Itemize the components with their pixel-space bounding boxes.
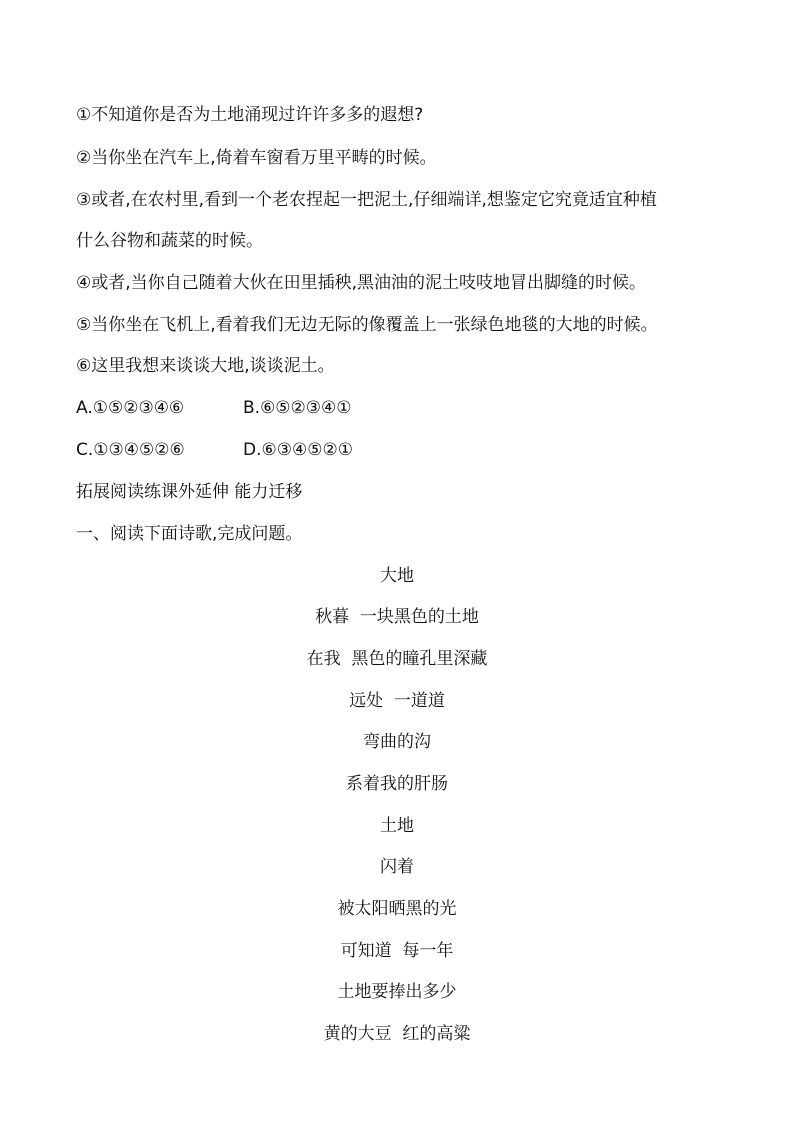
sentence-5: ⑤当你坐在飞机上,看着我们无边无际的像覆盖上一张绿色地毯的大地的时候。 xyxy=(76,315,658,335)
sentence-3: ③或者,在农村里,看到一个老农捏起一把泥土,仔细端详,想鉴定它究竟适宜种植 xyxy=(76,190,657,210)
sentence-4: ④或者,当你自己随着大伙在田里插秧,黑油油的泥土吱吱地冒出脚缝的时候。 xyxy=(76,273,647,293)
poem-line: 秋暮 一块黑色的土地 xyxy=(315,607,479,627)
poem-title: 大地 xyxy=(380,566,414,586)
sentence-1: ①不知道你是否为土地涌现过许许多多的遐想? xyxy=(76,105,424,125)
sentence-6: ⑥这里我想来谈谈大地,谈谈泥土。 xyxy=(76,356,335,376)
poem-line: 弯曲的沟 xyxy=(363,732,431,752)
poem-line: 闪着 xyxy=(380,857,414,877)
poem-line: 土地 xyxy=(380,816,414,836)
poem-line: 被太阳晒黑的光 xyxy=(337,899,457,919)
option-b: B.⑥⑤②③④① xyxy=(243,398,352,418)
option-c: C.①③④⑤②⑥ xyxy=(76,440,185,460)
sentence-3-continued: 什么谷物和蔬菜的时候。 xyxy=(76,231,263,251)
poem-line: 系着我的肝肠 xyxy=(346,774,448,794)
poem-line: 黄的大豆 红的高粱 xyxy=(323,1024,471,1044)
poem-line: 可知道 每一年 xyxy=(340,941,454,961)
poem-line: 远处 一道道 xyxy=(349,691,445,711)
poem-line: 在我 黑色的瞳孔里深藏 xyxy=(306,649,488,669)
option-d: D.⑥③④⑤②① xyxy=(243,440,353,460)
part-heading: 一、阅读下面诗歌,完成问题。 xyxy=(76,524,303,544)
option-a: A.①⑤②③④⑥ xyxy=(76,398,185,418)
section-heading: 拓展阅读练课外延伸 能力迁移 xyxy=(76,482,303,502)
sentence-2: ②当你坐在汽车上,倚着车窗看万里平畴的时候。 xyxy=(76,148,437,168)
poem-line: 土地要捧出多少 xyxy=(337,982,457,1002)
